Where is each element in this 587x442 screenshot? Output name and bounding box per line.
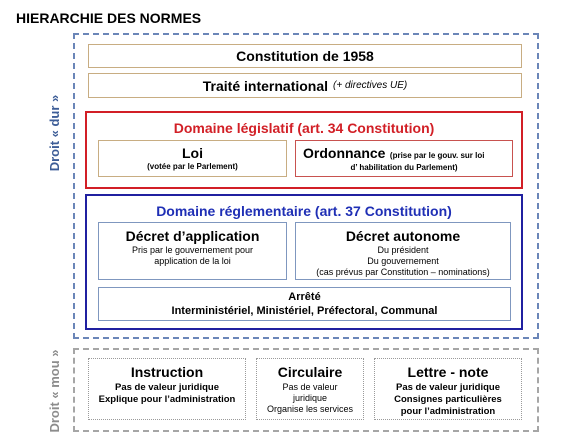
decret-autonome-line2: Du gouvernement [367,256,439,266]
loi-box [98,140,287,177]
decret-autonome-title: Décret autonome [345,228,461,244]
page-title: HIERARCHIE DES NORMES [16,10,202,26]
instruction-title: Instruction [130,364,204,380]
ordonnance-title: Ordonnance [303,145,386,161]
constitution-box [88,44,522,68]
decret-application-line1: Pris par le gouvernement pour [131,245,254,255]
reglementaire-title: Domaine réglementaire (art. 37 Constitution) [156,203,452,219]
constitution-label: Constitution de 1958 [236,48,374,64]
traite-box [88,73,522,98]
circulaire-line3: Organise les services [266,404,354,414]
lettre-note-line1: Pas de valeur juridique [395,382,500,393]
decret-application-box [98,222,287,280]
traite-label: Traité international [202,77,329,94]
circulaire-line2: juridique [292,393,328,403]
lettre-note-title: Lettre - note [407,364,489,380]
loi-sub: (votée par le Parlement) [147,161,238,171]
decret-autonome-line3: (cas prévus par Constitution – nominations) [316,267,490,277]
instruction-line1: Pas de valeur juridique [114,382,219,393]
instruction-box [88,358,246,420]
ordonnance-box [295,140,513,177]
arrete-title: Arrêté [288,291,321,303]
loi-title: Loi [182,144,203,161]
decret-autonome-line1: Du président [377,245,429,255]
decret-application-title: Décret d’application [125,228,260,244]
arrete-sub: Interministériel, Ministériel, Préfectoral, Communal [171,305,438,317]
decret-autonome-box [295,222,511,280]
lettre-note-line2: Consignes particulières [394,394,502,405]
hard-law-label: Droit « dur » [47,94,62,172]
circulaire-title: Circulaire [277,364,343,380]
soft-law-label: Droit « mou » [47,349,62,433]
traite-note: (+ directives UE) [333,80,408,91]
ordonnance-sub-1: (prise par le gouv. sur loi [389,151,485,160]
circulaire-line1: Pas de valeur [282,382,338,392]
instruction-line2: Explique pour l’administration [98,394,236,405]
arrete-box [98,287,511,321]
circulaire-box [256,358,364,420]
legislatif-title: Domaine législatif (art. 34 Constitution) [173,120,435,136]
ordonnance-sub-2: d’ habilitation du Parlement) [350,163,458,172]
decret-application-line2: application de la loi [154,256,231,266]
lettre-note-line3: pour l’administration [400,406,496,417]
lettre-note-box [374,358,522,420]
